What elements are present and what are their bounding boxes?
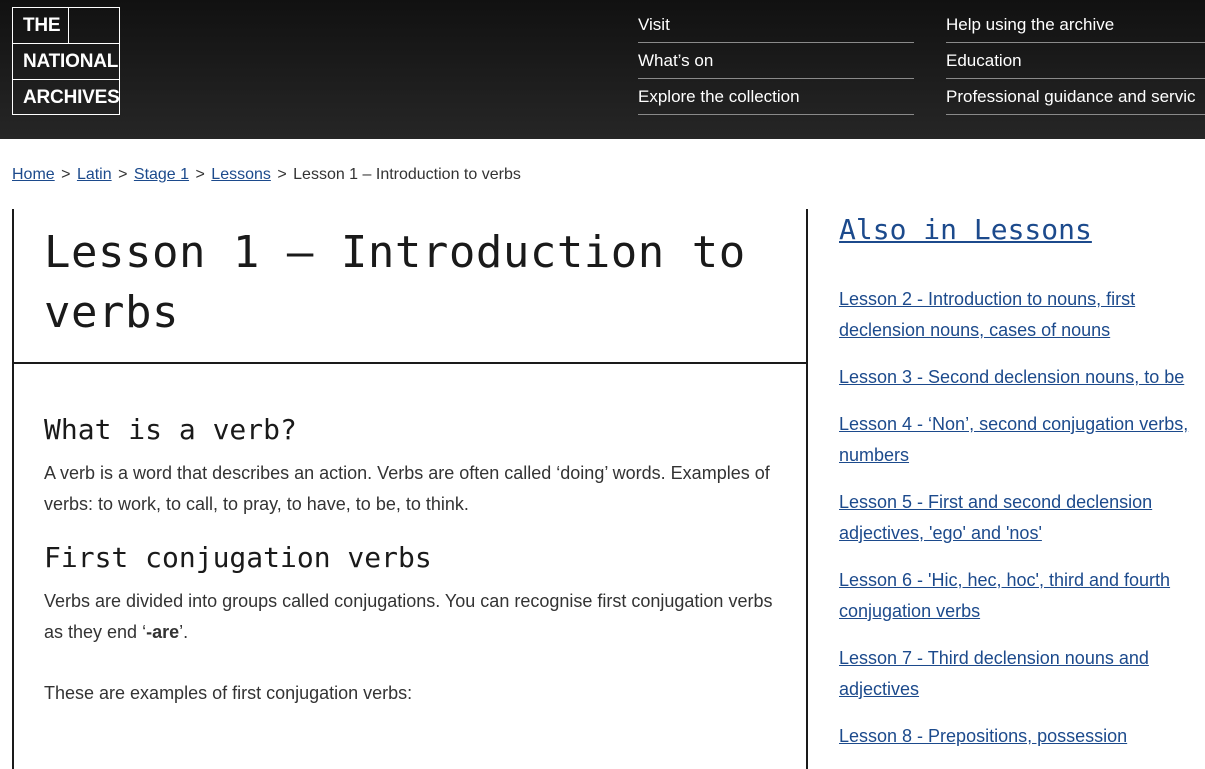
breadcrumb	[12, 166, 521, 184]
section-heading-what-is-a-verb: What is a verb?	[44, 413, 297, 446]
section-paragraph-examples-intro: These are examples of first conjugation verbs:	[44, 683, 413, 703]
breadcrumb-latin[interactable]: Latin	[76, 166, 112, 183]
article-header	[14, 209, 806, 364]
breadcrumb-separator: >	[118, 166, 128, 183]
section-heading-first-conjugation: First conjugation verbs	[44, 541, 432, 574]
logo-line-1: THE	[13, 8, 69, 44]
nav-item-professional-guidance[interactable]: Professional guidance and servic	[946, 79, 1205, 115]
list-item	[839, 643, 1205, 705]
list-item	[839, 362, 1205, 393]
national-archives-logo[interactable]	[12, 7, 120, 115]
breadcrumb-home[interactable]: Home	[12, 166, 55, 183]
lesson-7-link[interactable]: Lesson 7 - Third declension nouns and adjectives	[839, 648, 1149, 699]
main-nav-column-1	[638, 7, 914, 115]
logo-line-3: ARCHIVES	[13, 79, 119, 115]
breadcrumb-separator: >	[195, 166, 205, 183]
related-lessons-list	[839, 284, 1205, 752]
breadcrumb-lessons[interactable]: Lessons	[211, 166, 271, 183]
nav-item-education[interactable]: Education	[946, 43, 1205, 79]
paragraph-text: Verbs are divided into groups called conjugations. You can recognise first conjugation verbs as they end ‘	[44, 591, 773, 642]
lesson-6-link[interactable]: Lesson 6 - 'Hic, hec, hoc', third and fourth conjugation verbs	[839, 570, 1171, 621]
section-paragraph-conjugations	[44, 586, 776, 648]
breadcrumb-separator: >	[61, 166, 71, 183]
bold-ending: -are	[146, 622, 180, 642]
paragraph-text: ’.	[179, 622, 189, 642]
list-item	[839, 721, 1205, 752]
lesson-5-link[interactable]: Lesson 5 - First and second declension adjectives, 'ego' and 'nos'	[839, 492, 1153, 543]
breadcrumb-separator: >	[277, 166, 287, 183]
lesson-article	[12, 209, 808, 769]
list-item	[839, 565, 1205, 627]
logo-line-2: NATIONAL	[13, 43, 119, 79]
lesson-8-link[interactable]: Lesson 8 - Prepositions, possession	[839, 726, 1128, 746]
site-header	[0, 0, 1205, 139]
list-item	[839, 409, 1205, 471]
nav-item-whats-on[interactable]: What’s on	[638, 43, 914, 79]
lesson-2-link[interactable]: Lesson 2 - Introduction to nouns, first declension nouns, cases of nouns	[839, 289, 1136, 340]
breadcrumb-stage-1[interactable]: Stage 1	[133, 166, 190, 183]
sidebar-title-link[interactable]: Also in Lessons	[839, 213, 1092, 246]
related-lessons-sidebar	[839, 210, 1205, 768]
lesson-3-link[interactable]: Lesson 3 - Second declension nouns, to be	[839, 367, 1185, 387]
breadcrumb-current: Lesson 1 – Introduction to verbs	[293, 166, 521, 183]
nav-item-help-using-archive[interactable]: Help using the archive	[946, 7, 1205, 43]
list-item	[839, 487, 1205, 549]
main-nav-column-2	[946, 7, 1205, 115]
section-paragraph-verb-definition: A verb is a word that describes an action. Verbs are often called ‘doing’ words. Examples of verbs: to work, to call, to pray, to have, to be, to think.	[44, 463, 770, 514]
list-item	[839, 284, 1205, 346]
nav-item-visit[interactable]: Visit	[638, 7, 914, 43]
article-body	[14, 364, 806, 709]
nav-item-explore-collection[interactable]: Explore the collection	[638, 79, 914, 115]
lesson-4-link[interactable]: Lesson 4 - ‘Non’, second conjugation verbs, numbers	[839, 414, 1189, 465]
page-title: Lesson 1 – Introduction to verbs	[44, 227, 746, 338]
